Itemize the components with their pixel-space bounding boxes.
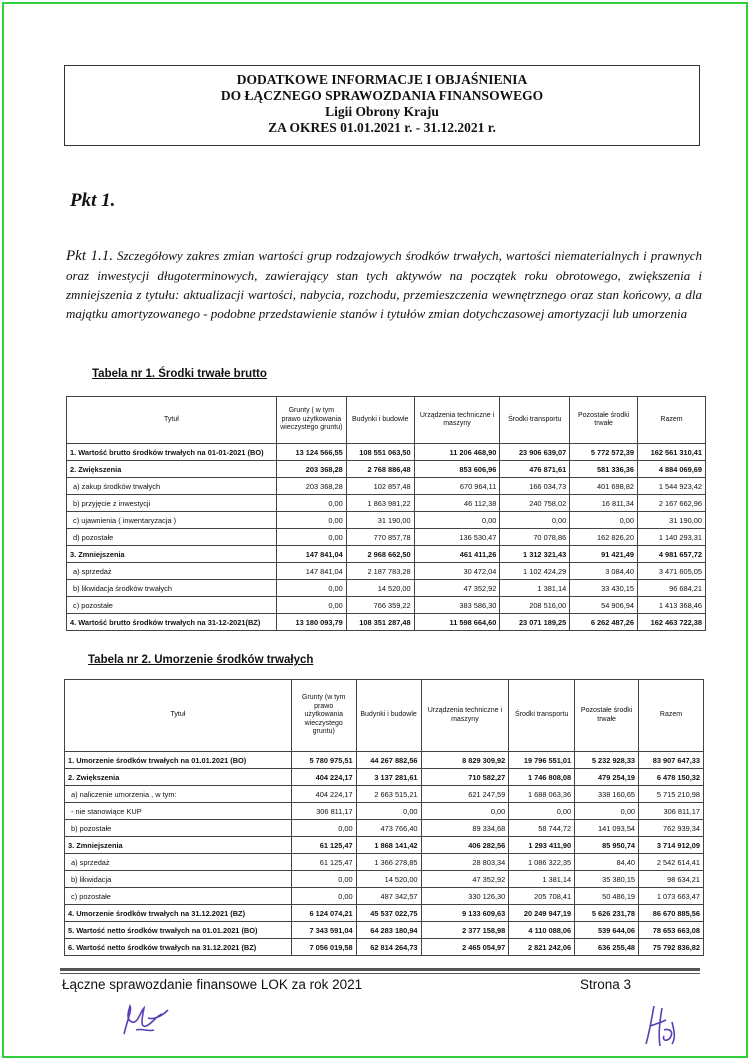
cell-value: 762 939,34 (639, 820, 704, 837)
cell-value: 5 715 210,98 (639, 786, 704, 803)
cell-value: 0,00 (575, 803, 639, 820)
header-line-2: DO ŁĄCZNEGO SPRAWOZDANIA FINANSOWEGO (220, 88, 544, 103)
table2-row (65, 803, 704, 820)
row-label: c) pozostałe (67, 597, 277, 614)
cell-value: 46 112,38 (414, 495, 500, 512)
table2 (64, 679, 704, 956)
cell-value: 487 342,57 (356, 888, 421, 905)
footer-rule-thin (60, 973, 700, 974)
cell-value: 75 792 836,82 (639, 939, 704, 956)
cell-value: 621 247,59 (421, 786, 509, 803)
row-label: a) sprzedaż (65, 854, 292, 871)
cell-value: 61 125,47 (291, 837, 356, 854)
row-label: c) pozostałe (65, 888, 292, 905)
cell-value: 330 126,30 (421, 888, 509, 905)
cell-value: 102 857,48 (346, 478, 414, 495)
cell-value: 0,00 (509, 803, 575, 820)
cell-value: 78 653 663,08 (639, 922, 704, 939)
table1-row (67, 495, 706, 512)
cell-value: 9 133 609,63 (421, 905, 509, 922)
cell-value: 147 841,04 (276, 563, 346, 580)
cell-value: 240 758,02 (500, 495, 570, 512)
cell-value: 7 056 019,58 (291, 939, 356, 956)
cell-value: 1 140 293,31 (638, 529, 706, 546)
table1 (66, 396, 706, 631)
row-label: 1. Wartość brutto środków trwałych na 01-01-2021 (BO) (67, 444, 277, 461)
row-label: 6. Wartość netto środków trwałych na 31.12.2021 (BZ) (65, 939, 292, 956)
cell-value: 461 411,26 (414, 546, 500, 563)
cell-value: 2 821 242,06 (509, 939, 575, 956)
cell-value: 30 472,04 (414, 563, 500, 580)
cell-value: 14 520,00 (346, 580, 414, 597)
row-label: 4. Umorzenie środków trwałych na 31.12.2021 (BZ) (65, 905, 292, 922)
cell-value: 383 586,30 (414, 597, 500, 614)
table2-header: Środki transportu (509, 680, 575, 752)
cell-value: 4 110 088,06 (509, 922, 575, 939)
row-label: d) pozostałe (67, 529, 277, 546)
cell-value: 86 670 885,56 (639, 905, 704, 922)
table1-row (67, 546, 706, 563)
signature-left (118, 998, 176, 1040)
cell-value: 162 463 722,38 (638, 614, 706, 631)
cell-value: 306 811,17 (291, 803, 356, 820)
cell-value: 0,00 (570, 512, 638, 529)
cell-value: 853 606,96 (414, 461, 500, 478)
row-label: c) ujawnienia ( inwentaryzacja ) (67, 512, 277, 529)
cell-value: 306 811,17 (639, 803, 704, 820)
table2-row (65, 837, 704, 854)
table2-header: Pozostałe środki trwałe (575, 680, 639, 752)
cell-value: 0,00 (356, 803, 421, 820)
table1-row (67, 563, 706, 580)
cell-value: 401 698,82 (570, 478, 638, 495)
table2-header: Grunty (w tym prawo użytkowania wieczystego gruntu) (291, 680, 356, 752)
cell-value: 2 465 054,97 (421, 939, 509, 956)
table1-header: Środki transportu (500, 397, 570, 444)
cell-value: 670 964,11 (414, 478, 500, 495)
cell-value: 0,00 (276, 580, 346, 597)
paragraph-lead: Pkt 1.1. (66, 248, 113, 264)
table2-row (65, 752, 704, 769)
cell-value: 19 796 551,01 (509, 752, 575, 769)
cell-value: 162 826,20 (570, 529, 638, 546)
cell-value: 3 137 281,61 (356, 769, 421, 786)
table2-row (65, 888, 704, 905)
row-label: 1. Umorzenie środków trwałych na 01.01.2021 (BO) (65, 752, 292, 769)
cell-value: 404 224,17 (291, 786, 356, 803)
row-label: 2. Zwiększenia (67, 461, 277, 478)
cell-value: 5 780 975,51 (291, 752, 356, 769)
cell-value: 5 772 572,39 (570, 444, 638, 461)
cell-value: 205 708,41 (509, 888, 575, 905)
row-label: b) likwidacja (65, 871, 292, 888)
cell-value: 11 206 468,90 (414, 444, 500, 461)
cell-value: 7 343 591,04 (291, 922, 356, 939)
cell-value: 6 124 074,21 (291, 905, 356, 922)
row-label: 2. Zwiększenia (65, 769, 292, 786)
cell-value: 84,40 (575, 854, 639, 871)
cell-value: 54 906,94 (570, 597, 638, 614)
footer-rule (60, 968, 700, 971)
cell-value: 1 366 278,85 (356, 854, 421, 871)
cell-value: 35 380,15 (575, 871, 639, 888)
cell-value: 1 868 141,42 (356, 837, 421, 854)
cell-value: 1 073 663,47 (639, 888, 704, 905)
cell-value: 3 471 605,05 (638, 563, 706, 580)
table1-title: Tabela nr 1. Środki trwałe brutto (92, 368, 267, 380)
cell-value: 47 352,92 (421, 871, 509, 888)
cell-value: 581 336,36 (570, 461, 638, 478)
table2-row (65, 769, 704, 786)
cell-value: 166 034,73 (500, 478, 570, 495)
signature-right (636, 1000, 684, 1050)
table1-row (67, 461, 706, 478)
cell-value: 6 262 487,26 (570, 614, 638, 631)
header-line-1: DODATKOWE INFORMACJE I OBJAŚNIENIA (236, 72, 528, 87)
cell-value: 6 478 150,32 (639, 769, 704, 786)
table1-header: Razem (638, 397, 706, 444)
table1-header: Budynki i budowle (346, 397, 414, 444)
cell-value: 2 968 662,50 (346, 546, 414, 563)
page-number: Strona 3 (580, 977, 632, 992)
cell-value: 3 084,40 (570, 563, 638, 580)
table2-header: Razem (639, 680, 704, 752)
cell-value: 50 486,19 (575, 888, 639, 905)
cell-value: 208 516,00 (500, 597, 570, 614)
cell-value: 4 981 657,72 (638, 546, 706, 563)
cell-value: 1 293 411,90 (509, 837, 575, 854)
cell-value: 28 803,34 (421, 854, 509, 871)
cell-value: 61 125,47 (291, 854, 356, 871)
cell-value: 44 267 882,56 (356, 752, 421, 769)
table2-header: Tytuł (65, 680, 292, 752)
table2-row (65, 871, 704, 888)
table1-header: Grunty ( w tym prawo użytkowania wieczystego gruntu) (276, 397, 346, 444)
cell-value: 636 255,48 (575, 939, 639, 956)
cell-value: 406 282,56 (421, 837, 509, 854)
table1-row (67, 529, 706, 546)
cell-value: 13 180 093,79 (276, 614, 346, 631)
row-label: 5. Wartość netto środków trwałych na 01.01.2021 (BO) (65, 922, 292, 939)
cell-value: 108 551 063,50 (346, 444, 414, 461)
cell-value: 2 187 783,28 (346, 563, 414, 580)
cell-value: 89 334,68 (421, 820, 509, 837)
cell-value: 14 520,00 (356, 871, 421, 888)
cell-value: 1 544 923,42 (638, 478, 706, 495)
row-label: b) pozostałe (65, 820, 292, 837)
cell-value: 91 421,49 (570, 546, 638, 563)
row-label: 3. Zmniejszenia (67, 546, 277, 563)
cell-value: 98 634,21 (639, 871, 704, 888)
table2-row (65, 854, 704, 871)
row-label: a) zakup środków trwałych (67, 478, 277, 495)
cell-value: 1 688 063,36 (509, 786, 575, 803)
section-title: Pkt 1. (70, 190, 116, 211)
table2-row (65, 905, 704, 922)
cell-value: 1 312 321,43 (500, 546, 570, 563)
table1-header: Urządzenia techniczne i maszyny (414, 397, 500, 444)
cell-value: 4 884 069,69 (638, 461, 706, 478)
cell-value: 0,00 (291, 871, 356, 888)
cell-value: 203 368,28 (276, 461, 346, 478)
cell-value: 11 598 664,60 (414, 614, 500, 631)
cell-value: 20 249 947,19 (509, 905, 575, 922)
header-line-3: Ligii Obrony Kraju (325, 104, 439, 119)
cell-value: 404 224,17 (291, 769, 356, 786)
table1-row (67, 597, 706, 614)
cell-value: 3 714 912,09 (639, 837, 704, 854)
cell-value: 23 071 189,25 (500, 614, 570, 631)
cell-value: 2 542 614,41 (639, 854, 704, 871)
header-line-4: ZA OKRES 01.01.2021 r. - 31.12.2021 r. (268, 120, 496, 135)
footer-title: Łączne sprawozdanie finansowe LOK za rok 2021 (62, 977, 363, 992)
cell-value: 473 766,40 (356, 820, 421, 837)
cell-value: 0,00 (291, 888, 356, 905)
cell-value: 2 768 886,48 (346, 461, 414, 478)
table2-header: Urządzenia techniczne i maszyny (421, 680, 509, 752)
cell-value: 1 102 424,29 (500, 563, 570, 580)
cell-value: 2 377 158,98 (421, 922, 509, 939)
cell-value: 85 950,74 (575, 837, 639, 854)
cell-value: 23 906 639,07 (500, 444, 570, 461)
cell-value: 0,00 (276, 512, 346, 529)
table2-row (65, 939, 704, 956)
cell-value: 710 582,27 (421, 769, 509, 786)
table1-row (67, 444, 706, 461)
cell-value: 476 871,61 (500, 461, 570, 478)
paragraph-text: Szczegółowy zakres zmian wartości grup rodzajowych środków trwałych, wartości niematerialnych i prawnych oraz inwestycji długoterminowych, zawierający stan tych aktywów na początek roku obrotowego, zwiększenia i zmniejszenia z tytułu: aktualizacji wartości, nabycia, rozchodu, przemieszczenia wewnętrznego oraz stan końcowy, a dla majątku amortyzowanego - podobne przedstawienie stanów i tytułów zmian dotychczasowej amortyzacji lub umorzenia (66, 248, 702, 321)
cell-value: 5 232 928,33 (575, 752, 639, 769)
cell-value: 0,00 (291, 820, 356, 837)
table1-header: Pozostałe środki trwałe (570, 397, 638, 444)
cell-value: 13 124 566,55 (276, 444, 346, 461)
cell-value: 47 352,92 (414, 580, 500, 597)
cell-value: 539 644,06 (575, 922, 639, 939)
cell-value: 479 254,19 (575, 769, 639, 786)
table1-row (67, 512, 706, 529)
cell-value: 1 863 981,22 (346, 495, 414, 512)
cell-value: 1 086 322,35 (509, 854, 575, 871)
cell-value: 31 190,00 (346, 512, 414, 529)
cell-value: 338 160,65 (575, 786, 639, 803)
cell-value: 62 814 264,73 (356, 939, 421, 956)
cell-value: 70 078,86 (500, 529, 570, 546)
row-label: b) likwidacja środków trwałych (67, 580, 277, 597)
row-label: b) przyjęcie z inwestycji (67, 495, 277, 512)
table1-header: Tytuł (67, 397, 277, 444)
cell-value: 31 190,00 (638, 512, 706, 529)
cell-value: 1 746 808,08 (509, 769, 575, 786)
cell-value: 83 907 647,33 (639, 752, 704, 769)
cell-value: 0,00 (414, 512, 500, 529)
table1-row (67, 478, 706, 495)
cell-value: 1 381,14 (509, 871, 575, 888)
table2-row (65, 820, 704, 837)
cell-value: 5 626 231,78 (575, 905, 639, 922)
row-label: - nie stanowiące KUP (65, 803, 292, 820)
cell-value: 770 857,78 (346, 529, 414, 546)
document-header (64, 65, 700, 146)
cell-value: 96 684,21 (638, 580, 706, 597)
cell-value: 0,00 (500, 512, 570, 529)
cell-value: 108 351 287,48 (346, 614, 414, 631)
row-label: 4. Wartość brutto środków trwałych na 31-12-2021(BZ) (67, 614, 277, 631)
cell-value: 162 561 310,41 (638, 444, 706, 461)
cell-value: 136 530,47 (414, 529, 500, 546)
cell-value: 64 283 180,94 (356, 922, 421, 939)
cell-value: 0,00 (421, 803, 509, 820)
cell-value: 766 359,22 (346, 597, 414, 614)
cell-value: 141 093,54 (575, 820, 639, 837)
cell-value: 2 663 515,21 (356, 786, 421, 803)
row-label: a) naliczenie umorzenia , w tym: (65, 786, 292, 803)
cell-value: 0,00 (276, 495, 346, 512)
row-label: 3. Zmniejszenia (65, 837, 292, 854)
cell-value: 1 413 368,46 (638, 597, 706, 614)
cell-value: 1 381,14 (500, 580, 570, 597)
cell-value: 8 829 309,92 (421, 752, 509, 769)
table1-row (67, 580, 706, 597)
table2-title: Tabela nr 2. Umorzenie środków trwałych (88, 654, 314, 666)
table2-row (65, 922, 704, 939)
cell-value: 0,00 (276, 597, 346, 614)
table2-row (65, 786, 704, 803)
section-paragraph (66, 246, 702, 323)
cell-value: 147 841,04 (276, 546, 346, 563)
cell-value: 203 368,28 (276, 478, 346, 495)
table1-row (67, 614, 706, 631)
table2-header: Budynki i budowle (356, 680, 421, 752)
row-label: a) sprzedaż (67, 563, 277, 580)
cell-value: 16 811,34 (570, 495, 638, 512)
cell-value: 58 744,72 (509, 820, 575, 837)
cell-value: 33 430,15 (570, 580, 638, 597)
cell-value: 0,00 (276, 529, 346, 546)
cell-value: 2 167 662,96 (638, 495, 706, 512)
cell-value: 45 537 022,75 (356, 905, 421, 922)
